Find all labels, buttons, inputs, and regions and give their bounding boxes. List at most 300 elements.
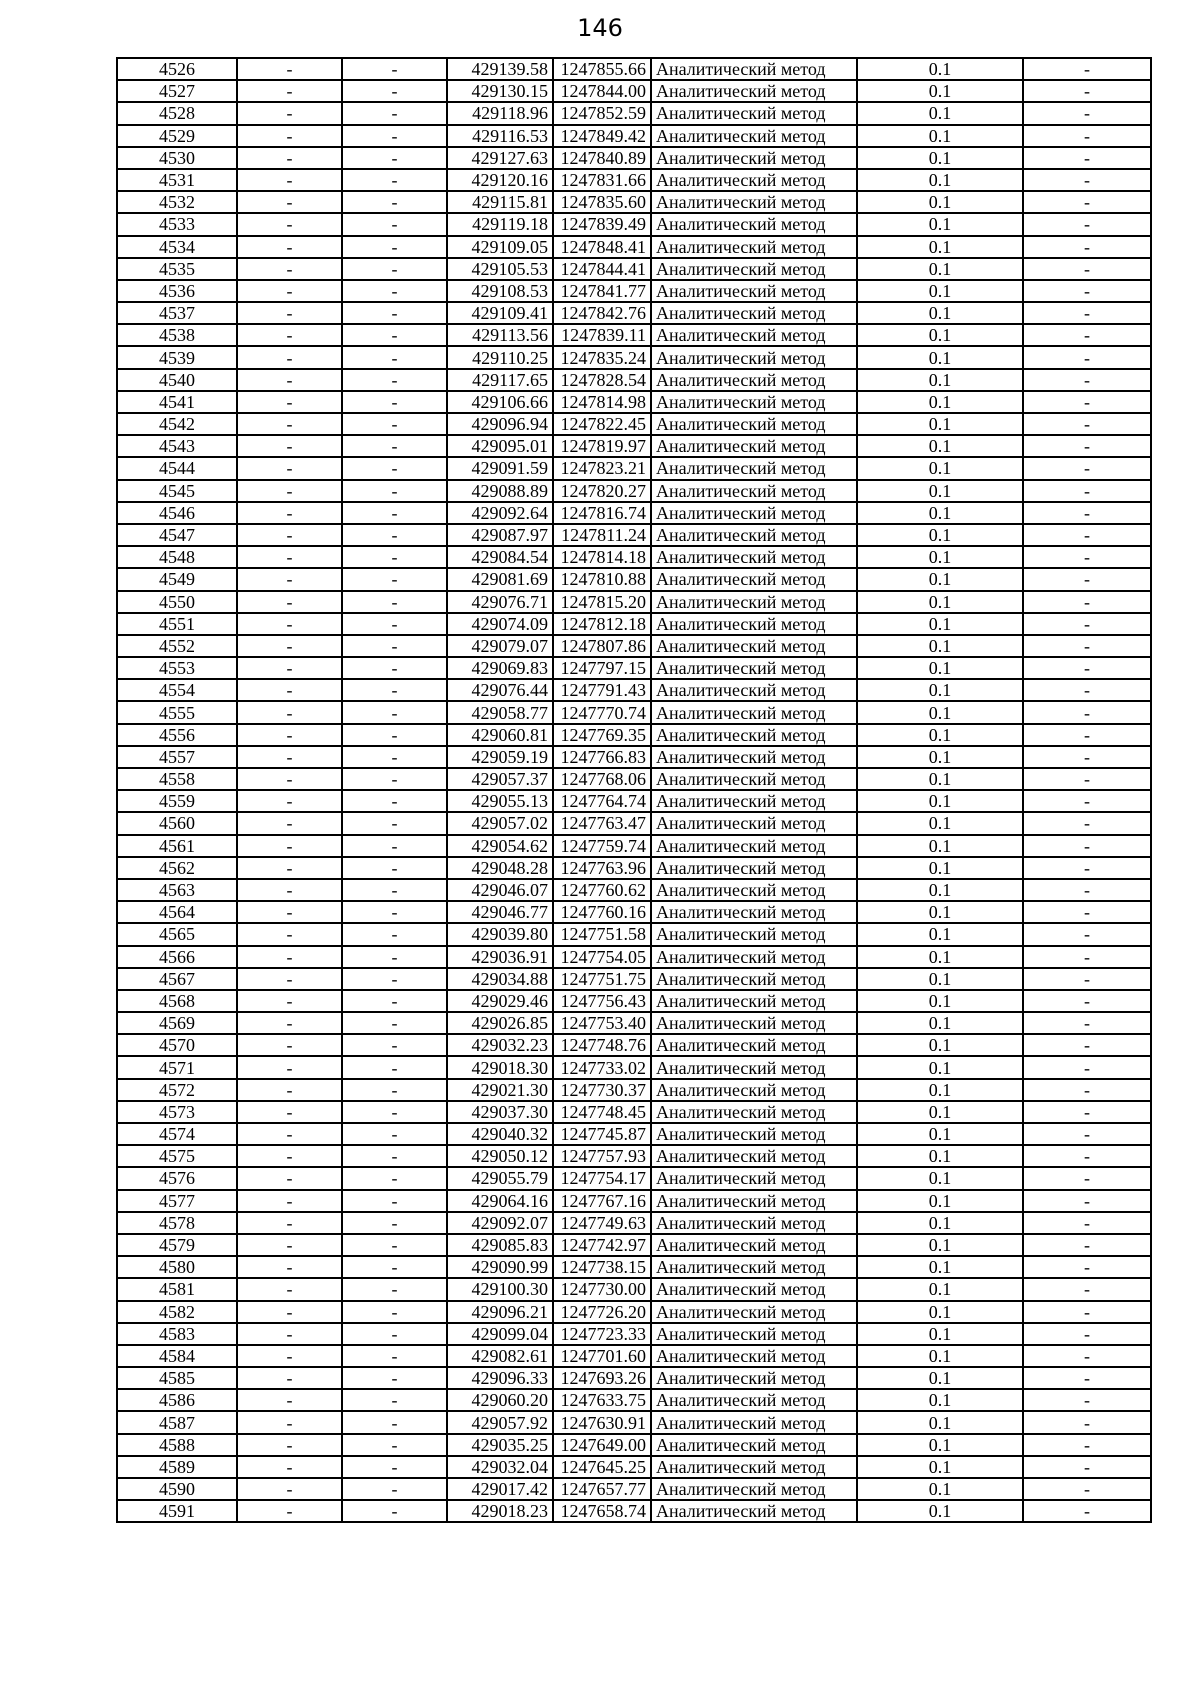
y-coordinate-cell: 1247733.02	[553, 1056, 651, 1078]
x-coordinate-cell: 429091.59	[447, 457, 553, 479]
empty-cell: -	[342, 879, 447, 901]
empty-cell: -	[342, 480, 447, 502]
note-cell: -	[1023, 102, 1151, 124]
note-cell: -	[1023, 191, 1151, 213]
accuracy-cell: 0.1	[857, 1478, 1023, 1500]
note-cell: -	[1023, 435, 1151, 457]
y-coordinate-cell: 1247763.96	[553, 857, 651, 879]
accuracy-cell: 0.1	[857, 169, 1023, 191]
empty-cell: -	[342, 1278, 447, 1300]
table-row	[117, 946, 1151, 968]
x-coordinate-cell: 429096.94	[447, 413, 553, 435]
table-row	[117, 1034, 1151, 1056]
empty-cell: -	[342, 790, 447, 812]
x-coordinate-cell: 429081.69	[447, 568, 553, 590]
point-number-cell: 4549	[117, 568, 237, 590]
x-coordinate-cell: 429040.32	[447, 1123, 553, 1145]
note-cell: -	[1023, 169, 1151, 191]
method-cell: Аналитический метод	[651, 1234, 857, 1256]
table-row	[117, 1411, 1151, 1433]
empty-cell: -	[342, 258, 447, 280]
table-row	[117, 990, 1151, 1012]
accuracy-cell: 0.1	[857, 258, 1023, 280]
x-coordinate-cell: 429087.97	[447, 524, 553, 546]
note-cell: -	[1023, 1434, 1151, 1456]
accuracy-cell: 0.1	[857, 724, 1023, 746]
table-row	[117, 435, 1151, 457]
empty-cell: -	[237, 1145, 342, 1167]
method-cell: Аналитический метод	[651, 102, 857, 124]
table-row	[117, 923, 1151, 945]
empty-cell: -	[342, 613, 447, 635]
empty-cell: -	[237, 1367, 342, 1389]
y-coordinate-cell: 1247807.86	[553, 635, 651, 657]
table-row	[117, 147, 1151, 169]
method-cell: Аналитический метод	[651, 591, 857, 613]
point-number-cell: 4583	[117, 1323, 237, 1345]
note-cell: -	[1023, 1411, 1151, 1433]
x-coordinate-cell: 429119.18	[447, 213, 553, 235]
x-coordinate-cell: 429048.28	[447, 857, 553, 879]
accuracy-cell: 0.1	[857, 413, 1023, 435]
empty-cell: -	[342, 1167, 447, 1189]
y-coordinate-cell: 1247816.74	[553, 502, 651, 524]
point-number-cell: 4581	[117, 1278, 237, 1300]
x-coordinate-cell: 429032.23	[447, 1034, 553, 1056]
point-number-cell: 4555	[117, 701, 237, 723]
y-coordinate-cell: 1247768.06	[553, 768, 651, 790]
y-coordinate-cell: 1247726.20	[553, 1301, 651, 1323]
empty-cell: -	[342, 1034, 447, 1056]
method-cell: Аналитический метод	[651, 857, 857, 879]
empty-cell: -	[237, 879, 342, 901]
note-cell: -	[1023, 1079, 1151, 1101]
empty-cell: -	[342, 1345, 447, 1367]
note-cell: -	[1023, 746, 1151, 768]
empty-cell: -	[342, 1145, 447, 1167]
method-cell: Аналитический метод	[651, 835, 857, 857]
point-number-cell: 4537	[117, 302, 237, 324]
x-coordinate-cell: 429036.91	[447, 946, 553, 968]
empty-cell: -	[342, 1056, 447, 1078]
x-coordinate-cell: 429106.66	[447, 391, 553, 413]
point-number-cell: 4559	[117, 790, 237, 812]
accuracy-cell: 0.1	[857, 58, 1023, 80]
note-cell: -	[1023, 258, 1151, 280]
table-row	[117, 857, 1151, 879]
empty-cell: -	[237, 324, 342, 346]
table-row	[117, 568, 1151, 590]
table-row	[117, 879, 1151, 901]
empty-cell: -	[342, 236, 447, 258]
table-row	[117, 1345, 1151, 1367]
method-cell: Аналитический метод	[651, 679, 857, 701]
note-cell: -	[1023, 613, 1151, 635]
note-cell: -	[1023, 701, 1151, 723]
empty-cell: -	[342, 701, 447, 723]
x-coordinate-cell: 429046.07	[447, 879, 553, 901]
empty-cell: -	[237, 191, 342, 213]
empty-cell: -	[237, 1434, 342, 1456]
note-cell: -	[1023, 879, 1151, 901]
note-cell: -	[1023, 1056, 1151, 1078]
point-number-cell: 4543	[117, 435, 237, 457]
y-coordinate-cell: 1247757.93	[553, 1145, 651, 1167]
table-row	[117, 546, 1151, 568]
y-coordinate-cell: 1247835.60	[553, 191, 651, 213]
method-cell: Аналитический метод	[651, 1123, 857, 1145]
point-number-cell: 4573	[117, 1101, 237, 1123]
x-coordinate-cell: 429018.30	[447, 1056, 553, 1078]
y-coordinate-cell: 1247701.60	[553, 1345, 651, 1367]
empty-cell: -	[237, 435, 342, 457]
note-cell: -	[1023, 147, 1151, 169]
method-cell: Аналитический метод	[651, 1278, 857, 1300]
point-number-cell: 4548	[117, 546, 237, 568]
table-row	[117, 657, 1151, 679]
accuracy-cell: 0.1	[857, 346, 1023, 368]
x-coordinate-cell: 429110.25	[447, 346, 553, 368]
y-coordinate-cell: 1247770.74	[553, 701, 651, 723]
empty-cell: -	[237, 280, 342, 302]
note-cell: -	[1023, 835, 1151, 857]
note-cell: -	[1023, 213, 1151, 235]
method-cell: Аналитический метод	[651, 169, 857, 191]
empty-cell: -	[237, 790, 342, 812]
point-number-cell: 4551	[117, 613, 237, 635]
table-row	[117, 369, 1151, 391]
note-cell: -	[1023, 236, 1151, 258]
note-cell: -	[1023, 790, 1151, 812]
point-number-cell: 4590	[117, 1478, 237, 1500]
x-coordinate-cell: 429017.42	[447, 1478, 553, 1500]
y-coordinate-cell: 1247738.15	[553, 1256, 651, 1278]
empty-cell: -	[342, 1123, 447, 1145]
x-coordinate-cell: 429018.23	[447, 1500, 553, 1522]
accuracy-cell: 0.1	[857, 901, 1023, 923]
table-row	[117, 1167, 1151, 1189]
accuracy-cell: 0.1	[857, 80, 1023, 102]
note-cell: -	[1023, 635, 1151, 657]
point-number-cell: 4557	[117, 746, 237, 768]
empty-cell: -	[237, 701, 342, 723]
table-row	[117, 1101, 1151, 1123]
empty-cell: -	[237, 546, 342, 568]
accuracy-cell: 0.1	[857, 1012, 1023, 1034]
method-cell: Аналитический метод	[651, 147, 857, 169]
y-coordinate-cell: 1247815.20	[553, 591, 651, 613]
table-row	[117, 1389, 1151, 1411]
method-cell: Аналитический метод	[651, 1500, 857, 1522]
y-coordinate-cell: 1247840.89	[553, 147, 651, 169]
method-cell: Аналитический метод	[651, 1434, 857, 1456]
empty-cell: -	[342, 591, 447, 613]
table-row	[117, 613, 1151, 635]
point-number-cell: 4541	[117, 391, 237, 413]
accuracy-cell: 0.1	[857, 435, 1023, 457]
table-row	[117, 169, 1151, 191]
x-coordinate-cell: 429092.64	[447, 502, 553, 524]
accuracy-cell: 0.1	[857, 369, 1023, 391]
method-cell: Аналитический метод	[651, 413, 857, 435]
point-number-cell: 4575	[117, 1145, 237, 1167]
y-coordinate-cell: 1247812.18	[553, 613, 651, 635]
method-cell: Аналитический метод	[651, 923, 857, 945]
empty-cell: -	[237, 568, 342, 590]
empty-cell: -	[237, 1323, 342, 1345]
x-coordinate-cell: 429060.20	[447, 1389, 553, 1411]
empty-cell: -	[342, 1323, 447, 1345]
method-cell: Аналитический метод	[651, 213, 857, 235]
empty-cell: -	[237, 413, 342, 435]
point-number-cell: 4580	[117, 1256, 237, 1278]
note-cell: -	[1023, 1167, 1151, 1189]
accuracy-cell: 0.1	[857, 1278, 1023, 1300]
note-cell: -	[1023, 1190, 1151, 1212]
y-coordinate-cell: 1247766.83	[553, 746, 651, 768]
accuracy-cell: 0.1	[857, 502, 1023, 524]
empty-cell: -	[342, 391, 447, 413]
table-row	[117, 1500, 1151, 1522]
x-coordinate-cell: 429109.05	[447, 236, 553, 258]
empty-cell: -	[342, 502, 447, 524]
table-row	[117, 236, 1151, 258]
table-row	[117, 768, 1151, 790]
empty-cell: -	[237, 901, 342, 923]
empty-cell: -	[342, 968, 447, 990]
point-number-cell: 4531	[117, 169, 237, 191]
point-number-cell: 4582	[117, 1301, 237, 1323]
point-number-cell: 4569	[117, 1012, 237, 1034]
empty-cell: -	[237, 812, 342, 834]
x-coordinate-cell: 429079.07	[447, 635, 553, 657]
point-number-cell: 4536	[117, 280, 237, 302]
empty-cell: -	[237, 968, 342, 990]
x-coordinate-cell: 429050.12	[447, 1145, 553, 1167]
method-cell: Аналитический метод	[651, 812, 857, 834]
table-row	[117, 280, 1151, 302]
empty-cell: -	[342, 346, 447, 368]
accuracy-cell: 0.1	[857, 1256, 1023, 1278]
accuracy-cell: 0.1	[857, 923, 1023, 945]
empty-cell: -	[237, 1056, 342, 1078]
x-coordinate-cell: 429082.61	[447, 1345, 553, 1367]
method-cell: Аналитический метод	[651, 302, 857, 324]
empty-cell: -	[342, 1101, 447, 1123]
empty-cell: -	[342, 1367, 447, 1389]
accuracy-cell: 0.1	[857, 1056, 1023, 1078]
accuracy-cell: 0.1	[857, 480, 1023, 502]
accuracy-cell: 0.1	[857, 1456, 1023, 1478]
empty-cell: -	[342, 80, 447, 102]
table-row	[117, 724, 1151, 746]
coordinates-table	[116, 57, 1152, 1523]
x-coordinate-cell: 429054.62	[447, 835, 553, 857]
x-coordinate-cell: 429060.81	[447, 724, 553, 746]
accuracy-cell: 0.1	[857, 1034, 1023, 1056]
method-cell: Аналитический метод	[651, 546, 857, 568]
point-number-cell: 4587	[117, 1411, 237, 1433]
method-cell: Аналитический метод	[651, 790, 857, 812]
empty-cell: -	[342, 1389, 447, 1411]
point-number-cell: 4554	[117, 679, 237, 701]
point-number-cell: 4560	[117, 812, 237, 834]
empty-cell: -	[237, 1478, 342, 1500]
method-cell: Аналитический метод	[651, 1256, 857, 1278]
accuracy-cell: 0.1	[857, 946, 1023, 968]
accuracy-cell: 0.1	[857, 391, 1023, 413]
empty-cell: -	[342, 568, 447, 590]
empty-cell: -	[237, 768, 342, 790]
point-number-cell: 4576	[117, 1167, 237, 1189]
method-cell: Аналитический метод	[651, 80, 857, 102]
y-coordinate-cell: 1247841.77	[553, 280, 651, 302]
point-number-cell: 4579	[117, 1234, 237, 1256]
note-cell: -	[1023, 901, 1151, 923]
point-number-cell: 4574	[117, 1123, 237, 1145]
y-coordinate-cell: 1247820.27	[553, 480, 651, 502]
accuracy-cell: 0.1	[857, 879, 1023, 901]
note-cell: -	[1023, 1212, 1151, 1234]
y-coordinate-cell: 1247742.97	[553, 1234, 651, 1256]
y-coordinate-cell: 1247848.41	[553, 236, 651, 258]
point-number-cell: 4552	[117, 635, 237, 657]
table-row	[117, 502, 1151, 524]
accuracy-cell: 0.1	[857, 1101, 1023, 1123]
table-body	[117, 58, 1151, 1522]
empty-cell: -	[342, 1301, 447, 1323]
y-coordinate-cell: 1247760.62	[553, 879, 651, 901]
y-coordinate-cell: 1247811.24	[553, 524, 651, 546]
accuracy-cell: 0.1	[857, 812, 1023, 834]
x-coordinate-cell: 429029.46	[447, 990, 553, 1012]
point-number-cell: 4571	[117, 1056, 237, 1078]
method-cell: Аналитический метод	[651, 391, 857, 413]
empty-cell: -	[342, 1434, 447, 1456]
table-row	[117, 1478, 1151, 1500]
y-coordinate-cell: 1247822.45	[553, 413, 651, 435]
empty-cell: -	[342, 457, 447, 479]
note-cell: -	[1023, 369, 1151, 391]
y-coordinate-cell: 1247730.00	[553, 1278, 651, 1300]
method-cell: Аналитический метод	[651, 1145, 857, 1167]
method-cell: Аналитический метод	[651, 1167, 857, 1189]
accuracy-cell: 0.1	[857, 1301, 1023, 1323]
accuracy-cell: 0.1	[857, 1389, 1023, 1411]
x-coordinate-cell: 429139.58	[447, 58, 553, 80]
point-number-cell: 4565	[117, 923, 237, 945]
x-coordinate-cell: 429085.83	[447, 1234, 553, 1256]
note-cell: -	[1023, 524, 1151, 546]
empty-cell: -	[237, 1101, 342, 1123]
method-cell: Аналитический метод	[651, 1034, 857, 1056]
y-coordinate-cell: 1247831.66	[553, 169, 651, 191]
note-cell: -	[1023, 502, 1151, 524]
method-cell: Аналитический метод	[651, 701, 857, 723]
note-cell: -	[1023, 280, 1151, 302]
method-cell: Аналитический метод	[651, 746, 857, 768]
note-cell: -	[1023, 58, 1151, 80]
note-cell: -	[1023, 923, 1151, 945]
y-coordinate-cell: 1247814.98	[553, 391, 651, 413]
method-cell: Аналитический метод	[651, 635, 857, 657]
note-cell: -	[1023, 1456, 1151, 1478]
x-coordinate-cell: 429118.96	[447, 102, 553, 124]
empty-cell: -	[342, 946, 447, 968]
empty-cell: -	[342, 812, 447, 834]
empty-cell: -	[342, 835, 447, 857]
y-coordinate-cell: 1247823.21	[553, 457, 651, 479]
y-coordinate-cell: 1247753.40	[553, 1012, 651, 1034]
point-number-cell: 4546	[117, 502, 237, 524]
y-coordinate-cell: 1247844.41	[553, 258, 651, 280]
method-cell: Аналитический метод	[651, 1323, 857, 1345]
x-coordinate-cell: 429096.33	[447, 1367, 553, 1389]
empty-cell: -	[237, 1190, 342, 1212]
empty-cell: -	[237, 946, 342, 968]
y-coordinate-cell: 1247756.43	[553, 990, 651, 1012]
empty-cell: -	[342, 1079, 447, 1101]
point-number-cell: 4553	[117, 657, 237, 679]
point-number-cell: 4534	[117, 236, 237, 258]
note-cell: -	[1023, 1301, 1151, 1323]
note-cell: -	[1023, 568, 1151, 590]
y-coordinate-cell: 1247657.77	[553, 1478, 651, 1500]
empty-cell: -	[342, 901, 447, 923]
point-number-cell: 4591	[117, 1500, 237, 1522]
note-cell: -	[1023, 724, 1151, 746]
note-cell: -	[1023, 1389, 1151, 1411]
table-row	[117, 524, 1151, 546]
y-coordinate-cell: 1247749.63	[553, 1212, 651, 1234]
empty-cell: -	[237, 1012, 342, 1034]
empty-cell: -	[342, 302, 447, 324]
method-cell: Аналитический метод	[651, 724, 857, 746]
empty-cell: -	[237, 923, 342, 945]
empty-cell: -	[342, 679, 447, 701]
note-cell: -	[1023, 1256, 1151, 1278]
empty-cell: -	[237, 835, 342, 857]
x-coordinate-cell: 429076.71	[447, 591, 553, 613]
y-coordinate-cell: 1247764.74	[553, 790, 651, 812]
empty-cell: -	[342, 169, 447, 191]
point-number-cell: 4563	[117, 879, 237, 901]
y-coordinate-cell: 1247751.58	[553, 923, 651, 945]
empty-cell: -	[237, 258, 342, 280]
x-coordinate-cell: 429076.44	[447, 679, 553, 701]
x-coordinate-cell: 429113.56	[447, 324, 553, 346]
note-cell: -	[1023, 480, 1151, 502]
accuracy-cell: 0.1	[857, 1145, 1023, 1167]
method-cell: Аналитический метод	[651, 968, 857, 990]
empty-cell: -	[237, 147, 342, 169]
method-cell: Аналитический метод	[651, 1056, 857, 1078]
method-cell: Аналитический метод	[651, 346, 857, 368]
table-row	[117, 1145, 1151, 1167]
table-row	[117, 125, 1151, 147]
empty-cell: -	[342, 191, 447, 213]
y-coordinate-cell: 1247745.87	[553, 1123, 651, 1145]
table-row	[117, 1367, 1151, 1389]
note-cell: -	[1023, 1034, 1151, 1056]
empty-cell: -	[237, 236, 342, 258]
point-number-cell: 4570	[117, 1034, 237, 1056]
y-coordinate-cell: 1247852.59	[553, 102, 651, 124]
empty-cell: -	[237, 1256, 342, 1278]
accuracy-cell: 0.1	[857, 1367, 1023, 1389]
empty-cell: -	[342, 1190, 447, 1212]
accuracy-cell: 0.1	[857, 568, 1023, 590]
